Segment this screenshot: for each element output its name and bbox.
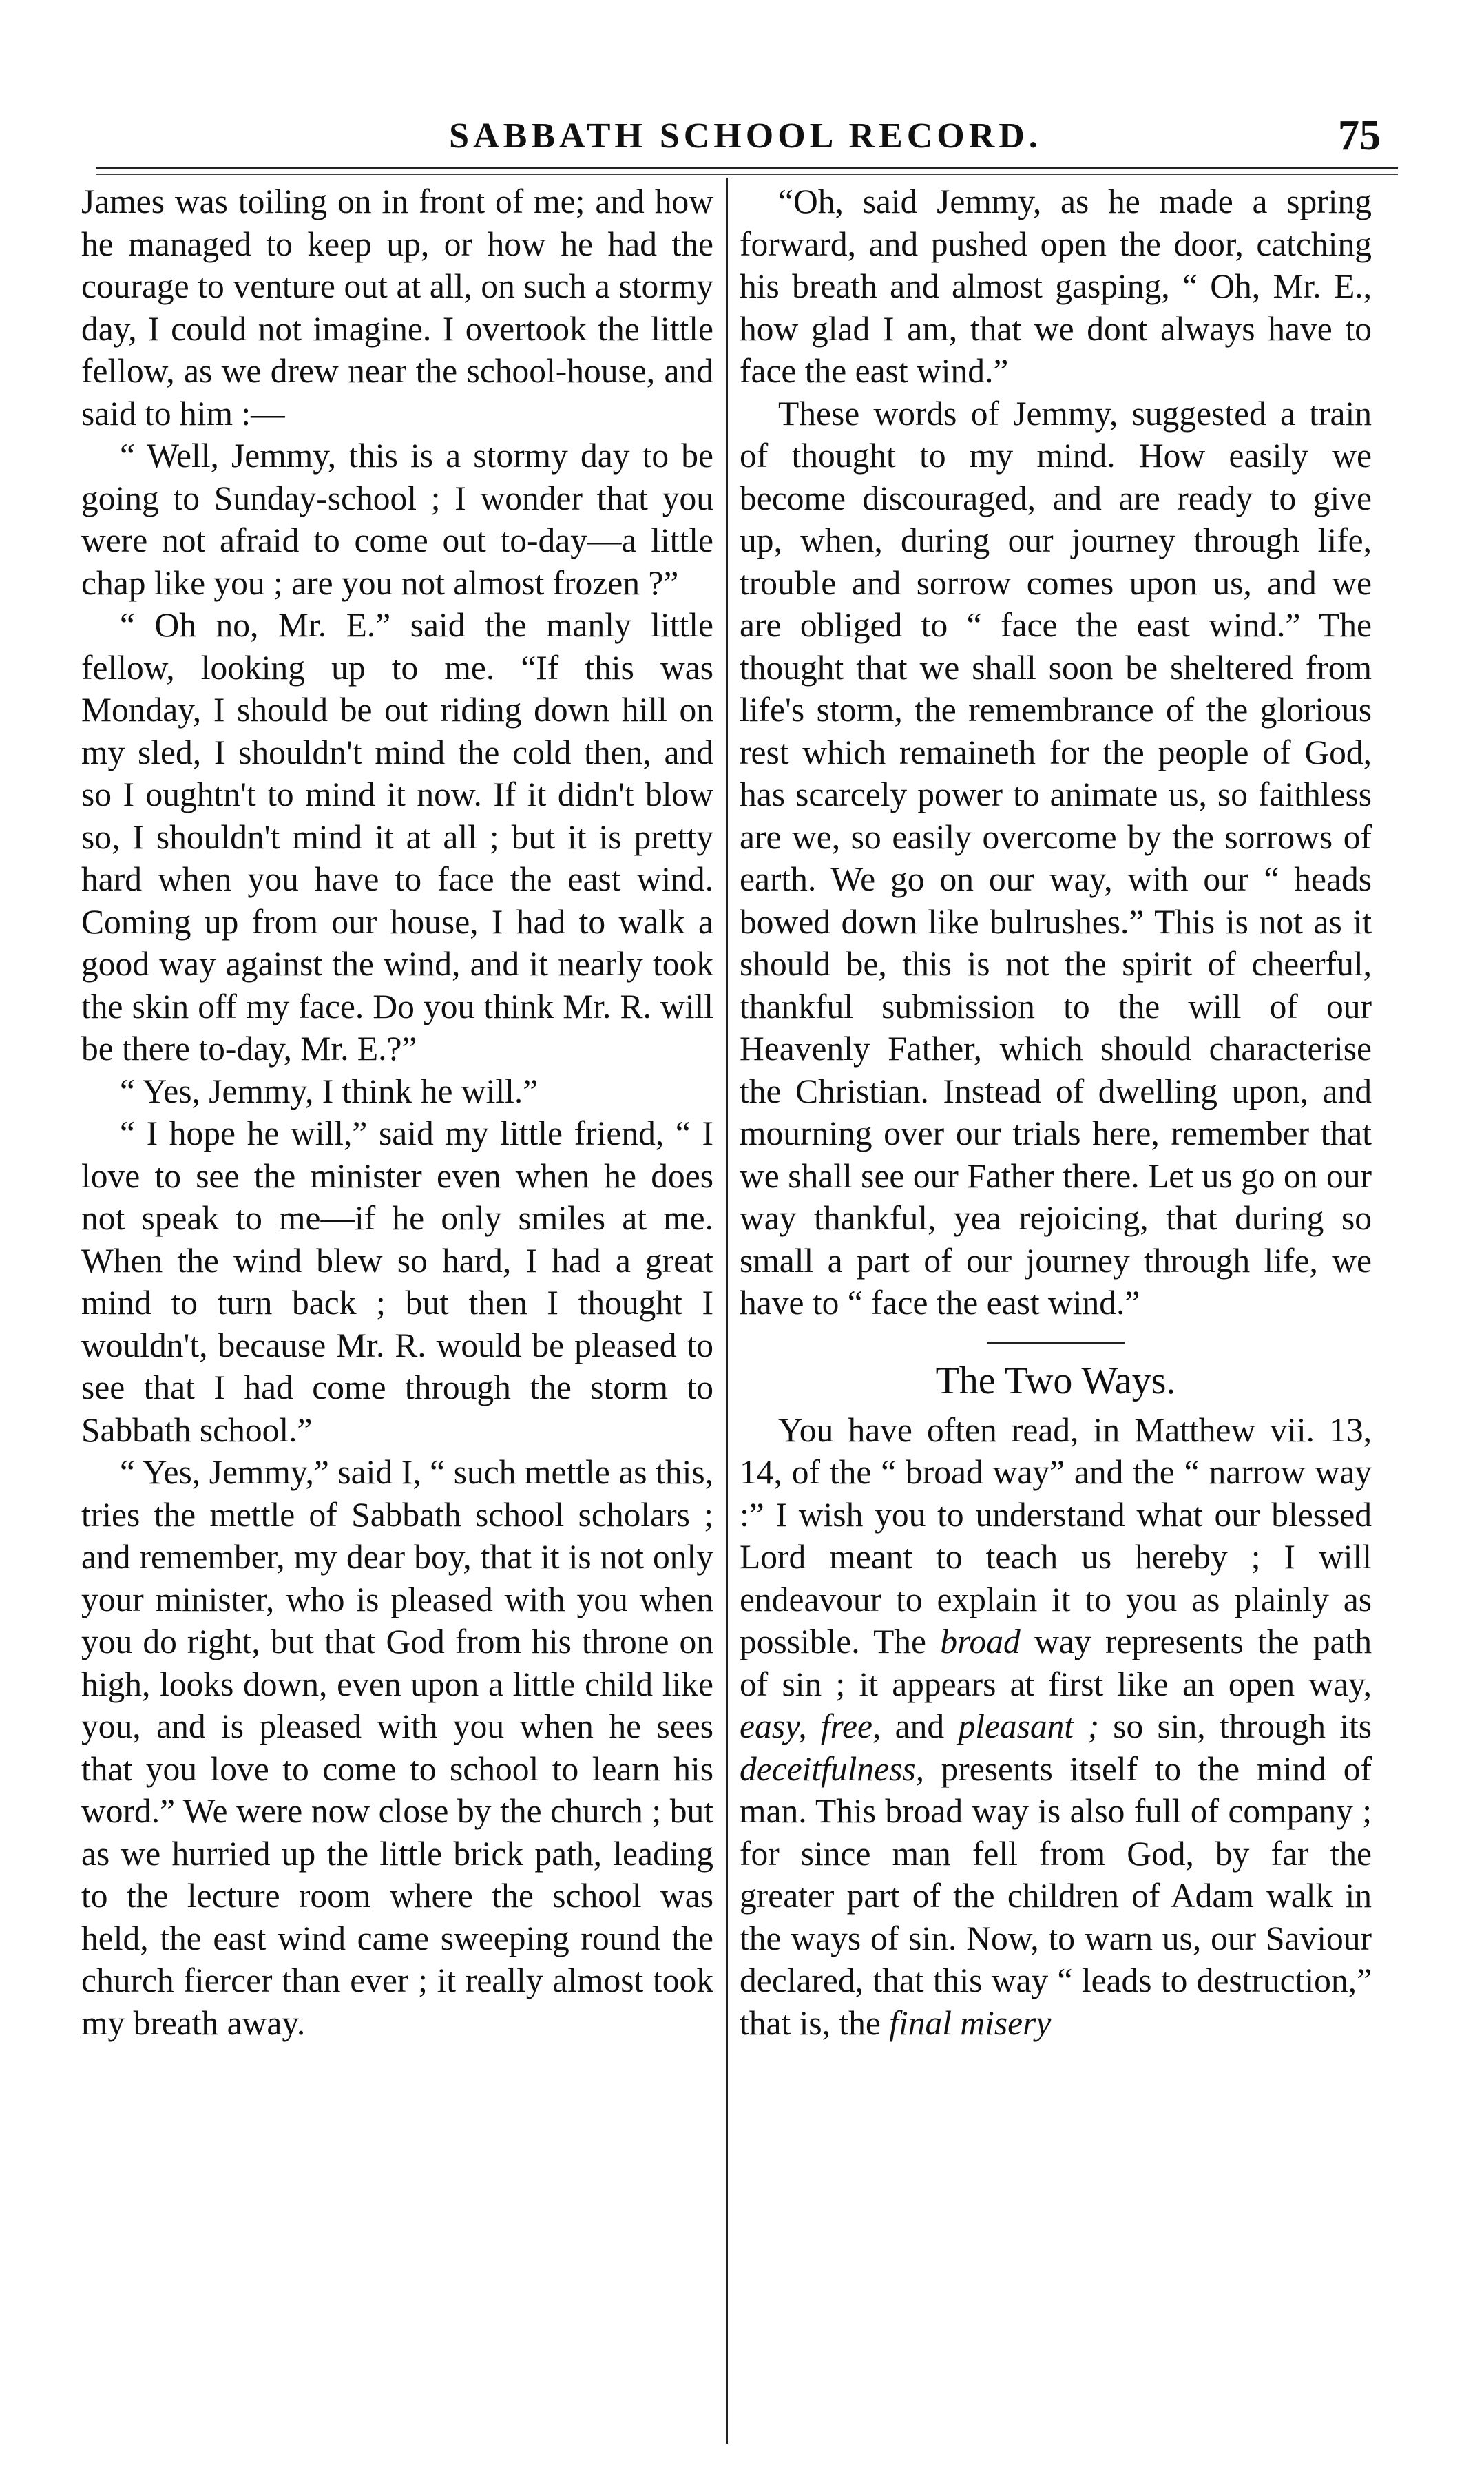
running-head [96, 112, 1394, 171]
text-run: presents itself to the mind of man. This broad way is also full of company ; for since man fell from God, by far the greater part of the children of Adam walk in the ways of sin. Now, to warn us, our Saviour declared, that this way “ leads to destruction,” that is, the [740, 1749, 1372, 2042]
paragraph [740, 1409, 1372, 2045]
italic-word: deceitfulness, [740, 1749, 925, 1788]
paragraph: James was toiling on in front of me; and how he managed to keep up, or how he had the courage to venture out at all, on such a stormy day, I could not imagine. I overtook the little fellow, as we drew near the school-house, and said to him :— [81, 183, 713, 433]
section-heading: The Two Ways. [935, 1359, 1176, 1402]
left-column [81, 180, 713, 2044]
text-run: way represents the path of sin ; it appears at first like an open way, [740, 1623, 1372, 1703]
italic-word: pleasant ; [958, 1707, 1099, 1745]
paragraph: “Oh, said Jemmy, as he made a spring forward, and pushed open the door, catching his breath and almost gasping, “ Oh, Mr. E., how glad I am, that we dont always have to face the east wind.” [740, 183, 1372, 390]
section-divider [987, 1342, 1125, 1344]
paragraph: “ Yes, Jemmy,” said I, “ such mettle as this, tries the mettle of Sabbath school scholars ; and remember, my dear boy, that it is not only your minister, who is pleased with you when you do right, but that God from his throne on high, looks down, even upon a little child like you, and is pleased with you when he sees that you love to come to school to learn his word.” We were now close by the church ; but as we hurried up the little brick path, leading to the lecture room where the school was held, the east wind came sweeping round the church fiercer than ever ; it really almost took my breath away. [81, 1453, 713, 2042]
paragraph: These words of Jemmy, suggested a train of thought to my mind. How easily we become discouraged, and are ready to give up, when, during our journey through life, trouble and sorrow comes upon us, and we are obliged to “ face the east wind.” The thought that we shall soon be sheltered from life's storm, the remembrance of the glorious rest which remaineth for the people of God, has scarcely power to animate us, so faithless are we, so easily overcome by the sorrows of earth. We go on our way, with our “ heads bowed down like bulrushes.” This is not as it should be, this is not the spirit of cheerful, thankful submission to the will of our Heavenly Father, which should characterise the Christian. Instead of dwelling upon, and mourning over our trials here, remember that we shall see our Father there. Let us go on our way thankful, yea rejoicing, that during so small a part of our journey through life, we have to “ face the east wind.” [740, 394, 1372, 1322]
header-rule [96, 167, 1398, 175]
paragraph: “ I hope he will,” said my little friend, “ I love to see the minister even when he does not speak to me—if he only smiles at me. When the wind blew so hard, I had a great mind to turn back ; but then I thought I wouldn't, because Mr. R. would be pleased to see that I had come through the storm to Sabbath school.” [81, 1114, 713, 1449]
italic-word: broad [940, 1623, 1021, 1660]
italic-word: final misery [889, 2003, 1052, 2042]
text-run: so sin, through its [1098, 1707, 1372, 1745]
right-column [740, 180, 1372, 2044]
running-title: SABBATH SCHOOL RECORD. [449, 116, 1042, 156]
column-divider [726, 178, 728, 2444]
page-number: 75 [1338, 112, 1381, 159]
paragraph: “ Yes, Jemmy, I think he will.” [120, 1072, 539, 1110]
italic-word: easy, free, [740, 1707, 881, 1745]
text-run: You have often read, in Matthew vii. 13, 14, of the “ broad way” and the “ narrow way :” I wish you to understand what our blessed Lord meant to teach us hereby ; I will endeavour to explain it to you as plainly as possible. The [740, 1410, 1372, 1660]
text-run: and [881, 1707, 959, 1745]
paragraph: “ Oh no, Mr. E.” said the manly little fellow, looking up to me. “If this was Monday, I should be out riding down hill on my sled, I shouldn't mind the cold then, and so I oughtn't to mind it now. If it didn't blow so, I shouldn't mind it at all ; but it is pretty hard when you have to face the east wind. Coming up from our house, I had to walk a good way against the wind, and it nearly took the skin off my face. Do you think Mr. R. will be there to-day, Mr. E.?” [81, 606, 713, 1068]
paragraph: “ Well, Jemmy, this is a stormy day to be going to Sunday-school ; I wonder that you were not afraid to come out to-day—a little chap like you ; are you not almost frozen ?” [81, 437, 713, 602]
